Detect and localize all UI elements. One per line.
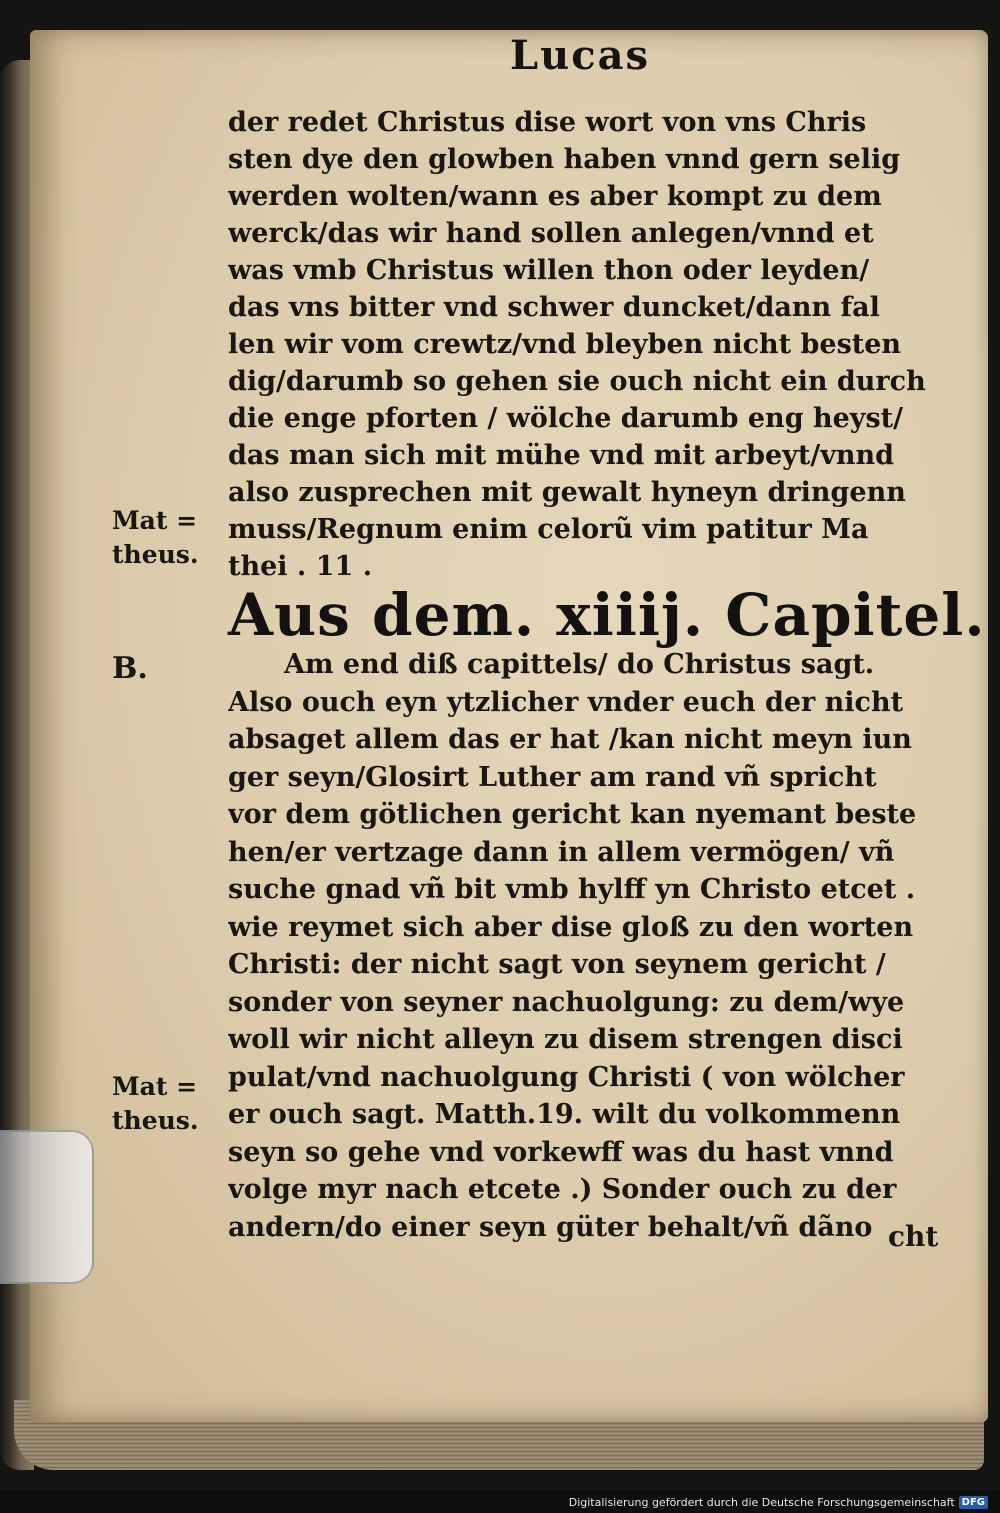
margin-note-line: Mat = — [112, 506, 198, 535]
margin-note-line: Mat = — [112, 1072, 198, 1101]
text-line: pulat/vnd nachuolgung Christi ( von wölcher — [228, 1061, 905, 1093]
text-line: seyn so gehe vnd vorkewff was du hast vnnd — [228, 1136, 894, 1168]
margin-note-line: theus. — [112, 1106, 199, 1135]
catchword: cht — [888, 1220, 939, 1253]
text-line: das vns bitter vnd schwer duncket/dann fal — [228, 292, 880, 323]
text-line: vor dem götlichen gericht kan nyemant beste — [228, 799, 917, 830]
text-line: sten dye den glowben haben vnnd gern selig — [228, 144, 901, 175]
digitization-credit — [569, 1496, 988, 1509]
text-line: der redet Christus dise wort von vns Chris — [228, 107, 867, 138]
text-line: hen/er vertzage dann in allem vermögen/ vñ — [228, 836, 895, 868]
text-line: Christi: der nicht sagt von seynem gericht / — [228, 949, 886, 980]
margin-note-line: theus. — [112, 540, 199, 569]
text-line: er ouch sagt. Matth.19. wilt du volkommenn — [228, 1099, 901, 1130]
page-clip — [0, 1130, 94, 1284]
text-line: also zusprechen mit gewalt hyneyn dringenn — [228, 477, 906, 508]
text-line: thei . 11 . — [228, 551, 373, 582]
running-header: Lucas — [510, 32, 650, 79]
text-line: die enge pforten / wölche darumb eng heyst/ — [228, 403, 903, 434]
margin-note — [112, 504, 222, 572]
credit-text: Digitalisierung gefördert durch die Deutsche Forschungsgemeinschaft — [568, 1496, 955, 1509]
text-line: was vmb Christus willen thon oder leyden/ — [228, 255, 870, 286]
text-line: wie reymet sich aber dise gloß zu den worten — [228, 911, 914, 943]
text-line: andern/do einer seyn güter behalt/vñ dãno — [228, 1211, 873, 1243]
text-line: Am end diß capittels/ do Christus sagt. — [284, 649, 875, 680]
text-line: Also ouch eyn ytzlicher vnder euch der nicht — [228, 686, 904, 718]
text-line: volge myr nach etcete .) Sonder ouch zu der — [228, 1174, 897, 1205]
margin-note-section-letter: B. — [112, 651, 148, 686]
text-line: muss/Regnum enim celorũ vim patitur Ma — [228, 514, 869, 545]
text-block-2 — [228, 646, 948, 1246]
text-line: werck/das wir hand sollen anlegen/vnnd et — [228, 218, 874, 249]
margin-note — [112, 1070, 222, 1138]
text-line: len wir vom crewtz/vnd bleyben nicht besten — [228, 329, 902, 360]
text-line: absaget allem das er hat /kan nicht meyn iun — [228, 724, 912, 755]
text-line: dig/darumb so gehen sie ouch nicht ein durch — [228, 366, 926, 397]
dfg-logo: DFG — [959, 1496, 988, 1509]
text-line: suche gnad vñ bit vmb hylff yn Christo etcet . — [228, 874, 916, 905]
text-line: woll wir nicht alleyn zu disem strengen disci — [228, 1024, 903, 1055]
text-line: ger seyn/Glosirt Luther am rand vñ spricht — [228, 761, 877, 793]
text-line: werden wolten/wann es aber kompt zu dem — [228, 181, 882, 212]
text-line: das man sich mit mühe vnd mit arbeyt/vnnd — [228, 440, 895, 471]
text-block-1 — [228, 104, 948, 585]
text-line: sonder von seyner nachuolgung: zu dem/wye — [228, 986, 905, 1018]
chapter-title: Aus dem. xiiij. Capitel. — [228, 581, 986, 649]
